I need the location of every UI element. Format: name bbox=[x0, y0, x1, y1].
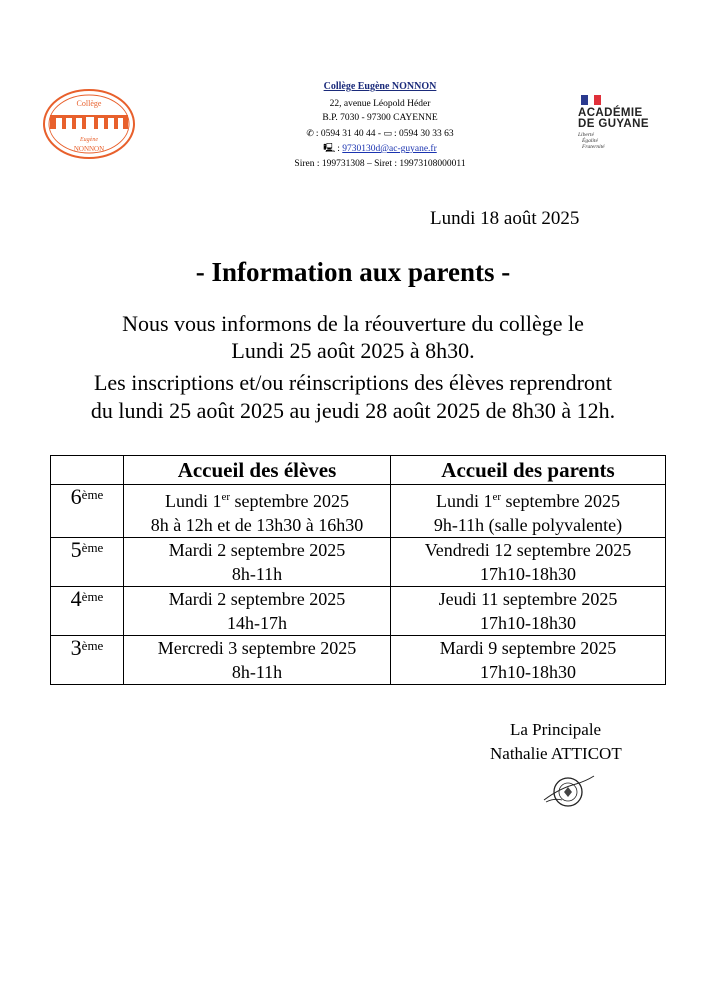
academie-logo bbox=[578, 95, 698, 150]
signer-name: Nathalie ATTICOT bbox=[490, 744, 622, 763]
body-line-2: Lundi 25 août 2025 à 8h30. bbox=[231, 338, 475, 363]
eleves-cell: Mardi 2 septembre 2025 14h-17h bbox=[124, 587, 391, 636]
french-flag-icon bbox=[581, 95, 601, 105]
email-line: 🖳 : 9730130d@ac-guyane.fr bbox=[323, 143, 437, 154]
academie-line-2: DE GUYANE bbox=[578, 118, 649, 130]
address-line-1: 22, avenue Léopold Héder bbox=[329, 98, 431, 109]
parents-cell: Jeudi 11 septembre 2025 17h10-18h30 bbox=[391, 587, 666, 636]
page-title: - Information aux parents - bbox=[195, 257, 511, 287]
parents-cell: Mardi 9 septembre 2025 17h10-18h30 bbox=[391, 636, 666, 685]
header-level bbox=[51, 456, 124, 485]
eleves-cell: Mercredi 3 septembre 2025 8h-11h bbox=[124, 636, 391, 685]
level-cell: 5ème bbox=[51, 538, 124, 587]
address-line-2: B.P. 7030 - 97300 CAYENNE bbox=[322, 113, 438, 123]
school-name: Collège Eugène NONNON bbox=[323, 81, 437, 92]
table-row bbox=[51, 485, 666, 538]
official-stamp-icon bbox=[540, 770, 596, 810]
academie-motto: Liberté Égalité Fraternité bbox=[578, 132, 605, 150]
document-date: Lundi 18 août 2025 bbox=[430, 208, 580, 229]
body-line-4: du lundi 25 août 2025 au jeudi 28 août 2025 de 8h30 à 12h. bbox=[90, 398, 616, 423]
level-cell: 4ème bbox=[51, 587, 124, 636]
table-row bbox=[51, 636, 666, 685]
phone-icon: ✆ bbox=[306, 127, 314, 138]
fax-icon: ▭ bbox=[383, 127, 392, 138]
level-cell: 6ème bbox=[51, 485, 124, 538]
contact-line bbox=[235, 126, 525, 142]
email-link[interactable]: 9730130d@ac-guyane.fr bbox=[342, 144, 437, 154]
parents-cell: Vendredi 12 septembre 2025 17h10-18h30 bbox=[391, 538, 666, 587]
header-eleves: Accueil des élèves bbox=[124, 456, 391, 485]
level-cell: 3ème bbox=[51, 636, 124, 685]
signer-title: La Principale bbox=[510, 720, 602, 739]
parents-cell: Lundi 1er septembre 2025 9h-11h (salle polyvalente) bbox=[391, 485, 666, 538]
svg-text:Eugène: Eugène bbox=[80, 137, 98, 143]
computer-icon: 🖳 bbox=[323, 143, 336, 153]
table-row bbox=[51, 587, 666, 636]
siren-siret: Siren : 199731308 – Siret : 19973108000011 bbox=[294, 158, 466, 169]
table-header-row bbox=[51, 456, 666, 485]
fax-number: : 0594 30 33 63 bbox=[393, 128, 454, 139]
school-header bbox=[235, 80, 525, 171]
svg-text:NONNON: NONNON bbox=[73, 145, 105, 153]
svg-text:Collège: Collège bbox=[76, 99, 102, 108]
schedule-table bbox=[50, 455, 666, 685]
eleves-cell: Mardi 2 septembre 2025 8h-11h bbox=[124, 538, 391, 587]
academie-line-1: ACADÉMIE bbox=[578, 107, 643, 119]
body-line-1: Nous vous informons de la réouverture du collège le bbox=[122, 311, 584, 336]
header-parents: Accueil des parents bbox=[391, 456, 666, 485]
phone-number: : 0594 31 40 44 - bbox=[315, 128, 382, 139]
college-logo bbox=[42, 88, 136, 160]
table-row bbox=[51, 538, 666, 587]
eleves-cell: Lundi 1er septembre 2025 8h à 12h et de 13h30 à 16h30 bbox=[124, 485, 391, 538]
body-line-3: Les inscriptions et/ou réinscriptions des élèves reprendront bbox=[93, 370, 613, 395]
